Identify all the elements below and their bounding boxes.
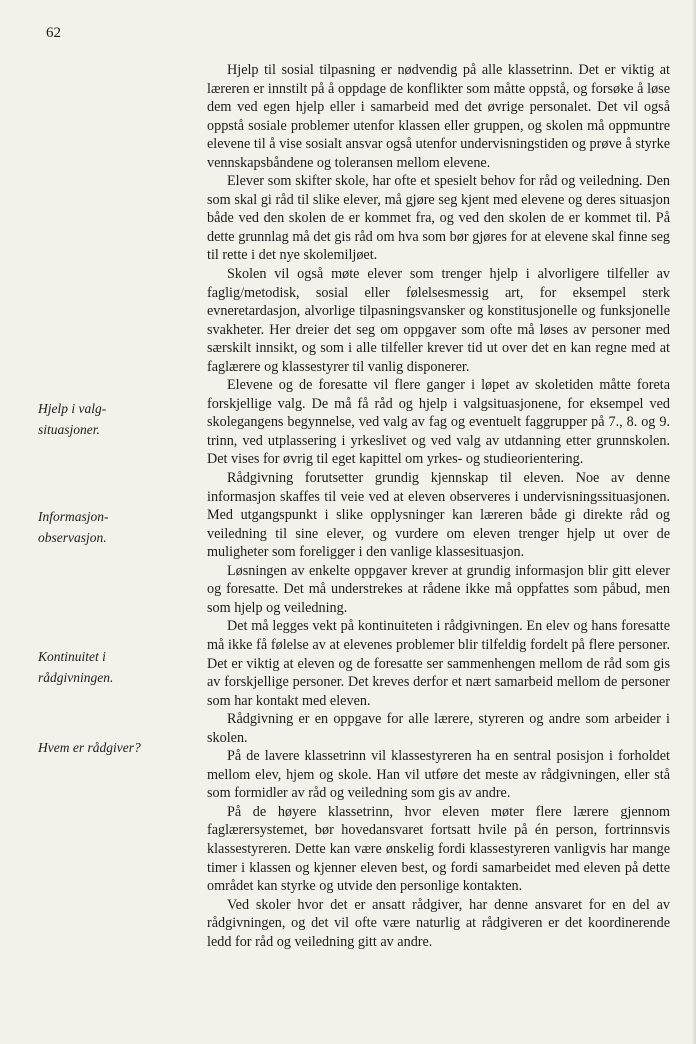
body-text [207,61,670,951]
paragraph: Elever som skifter skole, har ofte et spesielt behov for råd og veiledning. Den som skal gi råd til slike elever, må gjøre seg kjent med elevene og deres situasjon både ved den skolen de er kommet fra, og ved den skolen de er kommet til. På dette grunnlag må det gis råd om hva som bør gjøres for at elevene skal finne seg til rette i det nye skolemiljøet. [207,173,670,264]
paragraph: Løsningen av enkelte oppgaver krever at grundig informasjon blir gitt elever og foresatte. Det må understrekes at rådene ikke må oppfattes som påbud, men som hjelp og veiledning. [207,562,670,616]
paragraph: Rådgivning er en oppgave for alle lærere, styreren og andre som arbeider i skolen. [207,711,670,746]
margin-note-hvem-er-radgiver: Hvem er rådgiver? [38,740,141,755]
margin-note-kontinuitet: Kontinuitet i rådgivningen. [38,649,114,685]
paragraph: På de høyere klassetrinn, hvor eleven møter flere lærere gjennom faglærersystemet, bør hovedansvaret fortsatt hvile på én person, fortrinnsvis klassestyreren. Dette kan være ønskelig fordi klassestyreren vanligvis har mange timer i klassen og kjenner eleven best, og fordi samarbeidet med eleven på dette området kan styrke og utvide den personlige kontakten. [207,803,670,895]
page-number: 62 [46,25,61,41]
paragraph: Hjelp til sosial tilpasning er nødvendig på alle klassetrinn. Det er viktig at læreren er innstilt på å oppdage de konflikter som måtte oppstå, og forsøke å løse dem ved egen hjelp eller i samarbeid med det øvrige personalet. Det vil også oppstå sosiale problemer utenfor klassen eller gruppen, og skolen må oppmuntre elevene til å vise sosialt ansvar også utenfor undervisningstiden og prøve å styrke vennskapsbåndene og toleransen mellom elevene. [207,62,670,171]
paragraph: Skolen vil også møte elever som trenger hjelp i alvorligere tilfeller av faglig/metodisk, sosial eller følelsesmessig art, for eksempel sterk evneretardasjon, alvorlige tilpasningsvansker og konstitusjonelle og funksjonelle svakheter. Her dreier det seg om oppgaver som ofte må løses av personer med særskilt innsikt, og som i alle tilfeller krever tid ut over det en kan regne med at faglærere og klassestyrer til vanlig disponerer. [207,266,670,375]
page-edge-shadow [692,0,696,1044]
paragraph: På de lavere klassetrinn vil klassestyreren ha en sentral posisjon i forholdet mellom elev, hjem og skole. Han vil utføre det meste av rådgivningen, eller stå som formidler av råd og veiledning som gis av andre. [207,748,670,802]
margin-note-informasjon: Informasjon- observasjon. [38,509,109,545]
paragraph: Elevene og de foresatte vil flere ganger i løpet av skoletiden måtte foreta forskjellige valg. De må få råd og hjelp i valgsituasjonene, for eksempel ved skolegangens begynnelse, ved valg av fag og eventuelt faggrupper på 7., 8. og 9. trinn, ved utplassering i yrkeslivet og ved valg av utdanning etter grunnskolen. Det vises for øvrig til eget kapittel om yrkes- og studieorientering. [207,377,670,468]
margin-note-valgsituasjoner: Hjelp i valg- situasjoner. [38,401,107,437]
paragraph: Rådgivning forutsetter grundig kjennskap til eleven. Noe av denne informasjon skaffes til veie ved at eleven observeres i undervisningssituasjonen. Med utgangspunkt i slike opplysninger kan læreren både gi direkte råd og veiledning til sine elever, og vurdere om eleven trenger hjelp ut over de muligheter som foreligger i den vanlige klassesituasjon. [207,470,670,561]
paragraph: Ved skoler hvor det er ansatt rådgiver, har denne ansvaret for en del av rådgivningen, og det vil ofte være naturlig at rådgiveren er det koordinerende ledd for råd og veiledning gitt av andre. [207,896,670,950]
paragraph: Det må legges vekt på kontinuiteten i rådgivningen. En elev og hans foresatte må ikke få følelse av at elevenes problemer blir tilfeldig fordelt på flere personer. Det er viktig at eleven og de foresatte ser sammenhengen mellom de råd som gis av forskjellige personer. Det kreves derfor et nært samarbeid mellom de personer som har kontakt med eleven. [207,618,670,709]
